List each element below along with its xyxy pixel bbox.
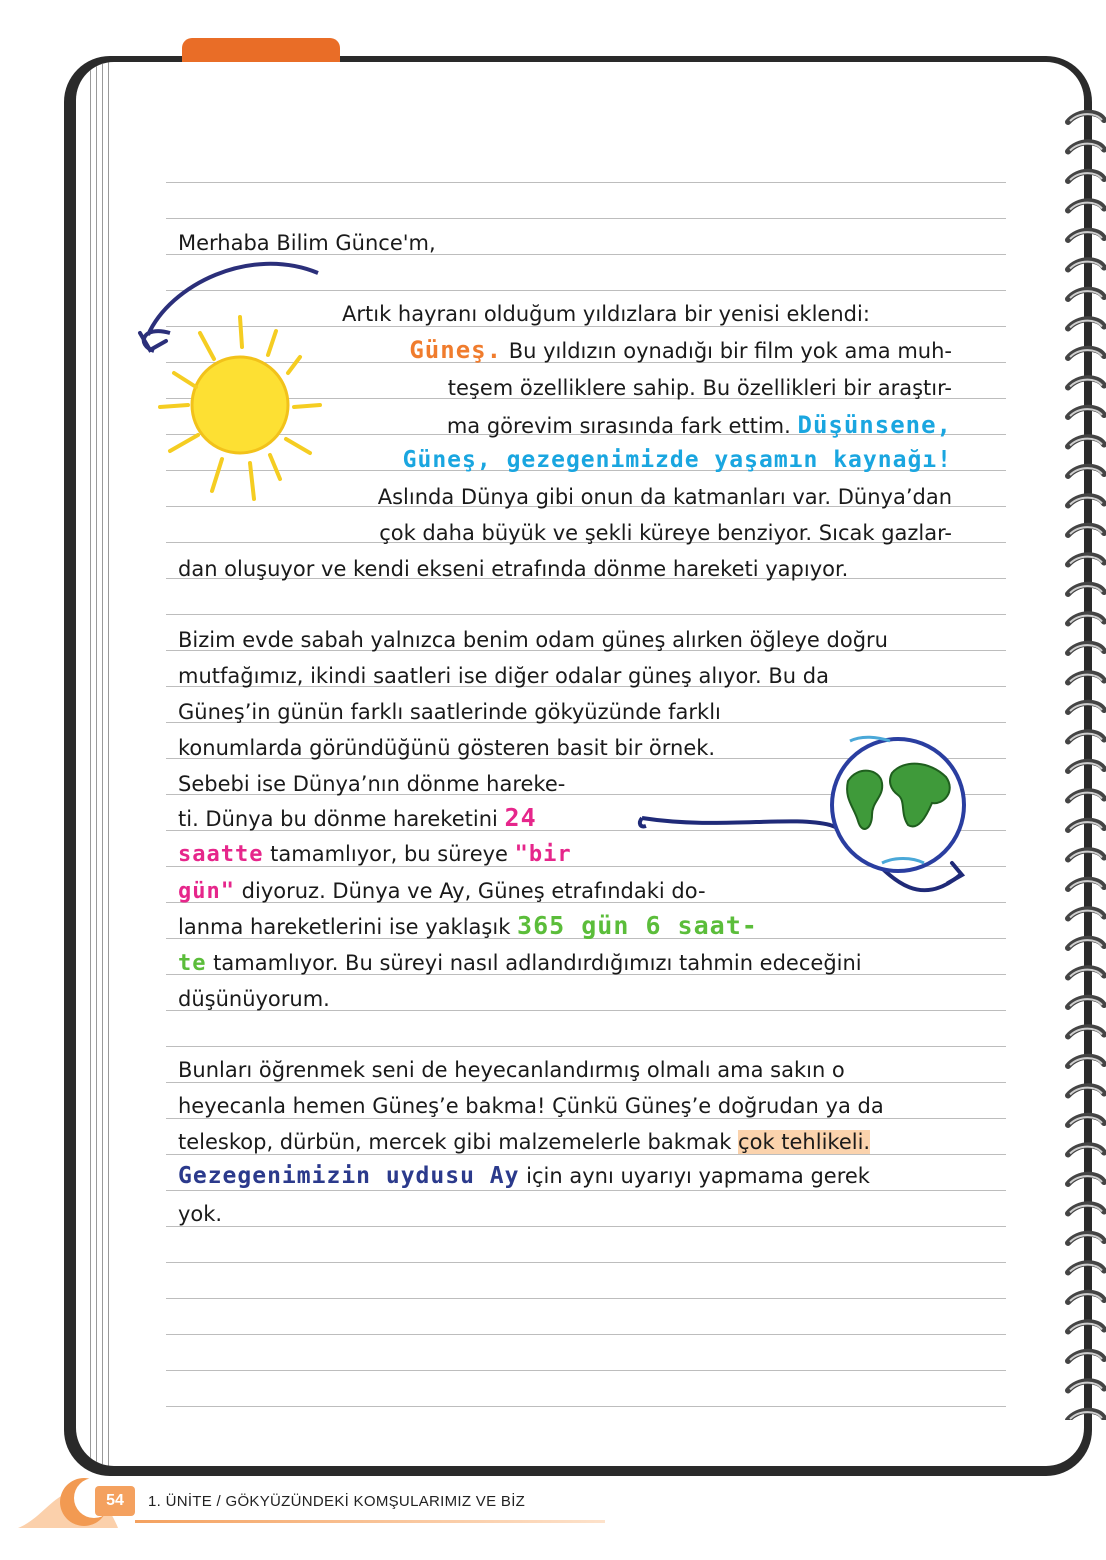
footer-underline: [135, 1520, 605, 1523]
highlight-dusunsene: Düşünsene,: [797, 411, 952, 439]
highlight-saatte: saatte: [178, 842, 264, 867]
sun-icon: [130, 255, 330, 505]
p1-line: dan oluşuyor ve kendi ekseni etrafında dönme hareketi yapıyor.: [178, 557, 849, 581]
p2-line: mutfağımız, ikindi saatleri ise diğer odalar güneş alıyor. Bu da: [178, 664, 829, 688]
ruled-line: [166, 1334, 1006, 1335]
margin-line: [90, 62, 91, 1466]
p3-line: teleskop, dürbün, mercek gibi malzemelerle bakmak çok tehlikeli.: [178, 1130, 871, 1154]
page-number: 54: [95, 1486, 135, 1516]
ruled-line: [166, 1406, 1006, 1407]
p2-line: gün" diyoruz. Dünya ve Ay, Güneş etrafındaki do-: [178, 879, 706, 904]
spiral-binding: [1064, 110, 1106, 1420]
margin-line: [102, 62, 103, 1466]
ruled-line: [166, 1046, 1006, 1047]
p2-line: Sebebi ise Dünya’nın dönme hareke-: [178, 772, 566, 796]
p2-line: Bizim evde sabah yalnızca benim odam güneş alırken öğleye doğru: [178, 628, 888, 652]
margin-line: [96, 62, 97, 1466]
p2-line: ti. Dünya bu dönme hareketini 24: [178, 803, 537, 832]
p1-line: Artık hayranı olduğum yıldızlara bir yenisi eklendi:: [342, 302, 870, 326]
highlight-gunes: Güneş.: [409, 336, 503, 364]
p3-line: yok.: [178, 1202, 223, 1226]
p3-line: Gezegenimizin uydusu Ay için aynı uyarıyı yapmama gerek: [178, 1163, 870, 1189]
p2-line: saatte tamamlıyor, bu süreye "bir: [178, 842, 572, 867]
highlight-dangerous: çok tehlikeli.: [738, 1130, 871, 1154]
highlight-bir: "bir: [514, 842, 572, 867]
ruled-line: [166, 218, 1006, 219]
p3-line: heyecanla hemen Güneş’e bakma! Çünkü Güneş’e doğrudan ya da: [178, 1094, 884, 1118]
p2-line: lanma hareketlerini ise yaklaşık 365 gün 6 saat-: [178, 911, 758, 940]
p1-line: Güneş. Bu yıldızın oynadığı bir film yok ama muh-: [409, 336, 952, 364]
ruled-line: [166, 1262, 1006, 1263]
ruled-line: [166, 1226, 1006, 1227]
p2-line: Güneş’in günün farklı saatlerinde gökyüzünde farklı: [178, 700, 721, 724]
p1-line: ma görevim sırasında fark ettim. Düşünsene,: [446, 411, 952, 439]
p2-line: konumlarda göründüğünü gösteren basit bir örnek.: [178, 736, 716, 760]
highlight-moon: Gezegenimizin uydusu Ay: [178, 1163, 520, 1189]
p3-line: Bunları öğrenmek seni de heyecanlandırmış olmalı ama sakın o: [178, 1058, 845, 1082]
highlight-te: te: [178, 951, 207, 976]
p1-line: Aslında Dünya gibi onun da katmanları var. Dünya’dan: [377, 485, 952, 509]
greeting: Merhaba Bilim Günce'm,: [178, 231, 436, 255]
ruled-line: [166, 1190, 1006, 1191]
p2-line: düşünüyorum.: [178, 987, 330, 1011]
p1-line: çok daha büyük ve şekli küreye benziyor. Sıcak gazlar-: [379, 521, 952, 545]
highlight-365-days: 365 gün 6 saat-: [517, 911, 758, 940]
ruled-line: [166, 1298, 1006, 1299]
p1-line: teşem özelliklere sahip. Bu özellikleri bir araştır-: [447, 376, 952, 400]
ruled-line: [166, 182, 1006, 183]
unit-title: 1. ÜNİTE / GÖKYÜZÜNDEKİ KOMŞULARIMIZ VE BİZ: [148, 1493, 526, 1510]
margin-line: [108, 62, 109, 1466]
highlight-24: 24: [504, 803, 537, 832]
highlight-source-of-life: Güneş, gezegenimizde yaşamın kaynağı!: [402, 447, 952, 473]
p2-line: te tamamlıyor. Bu süreyi nasıl adlandırdığımızı tahmin edeceğini: [178, 951, 862, 976]
highlight-gun: gün": [178, 879, 235, 904]
ruled-line: [166, 1370, 1006, 1371]
ruled-line: [166, 614, 1006, 615]
